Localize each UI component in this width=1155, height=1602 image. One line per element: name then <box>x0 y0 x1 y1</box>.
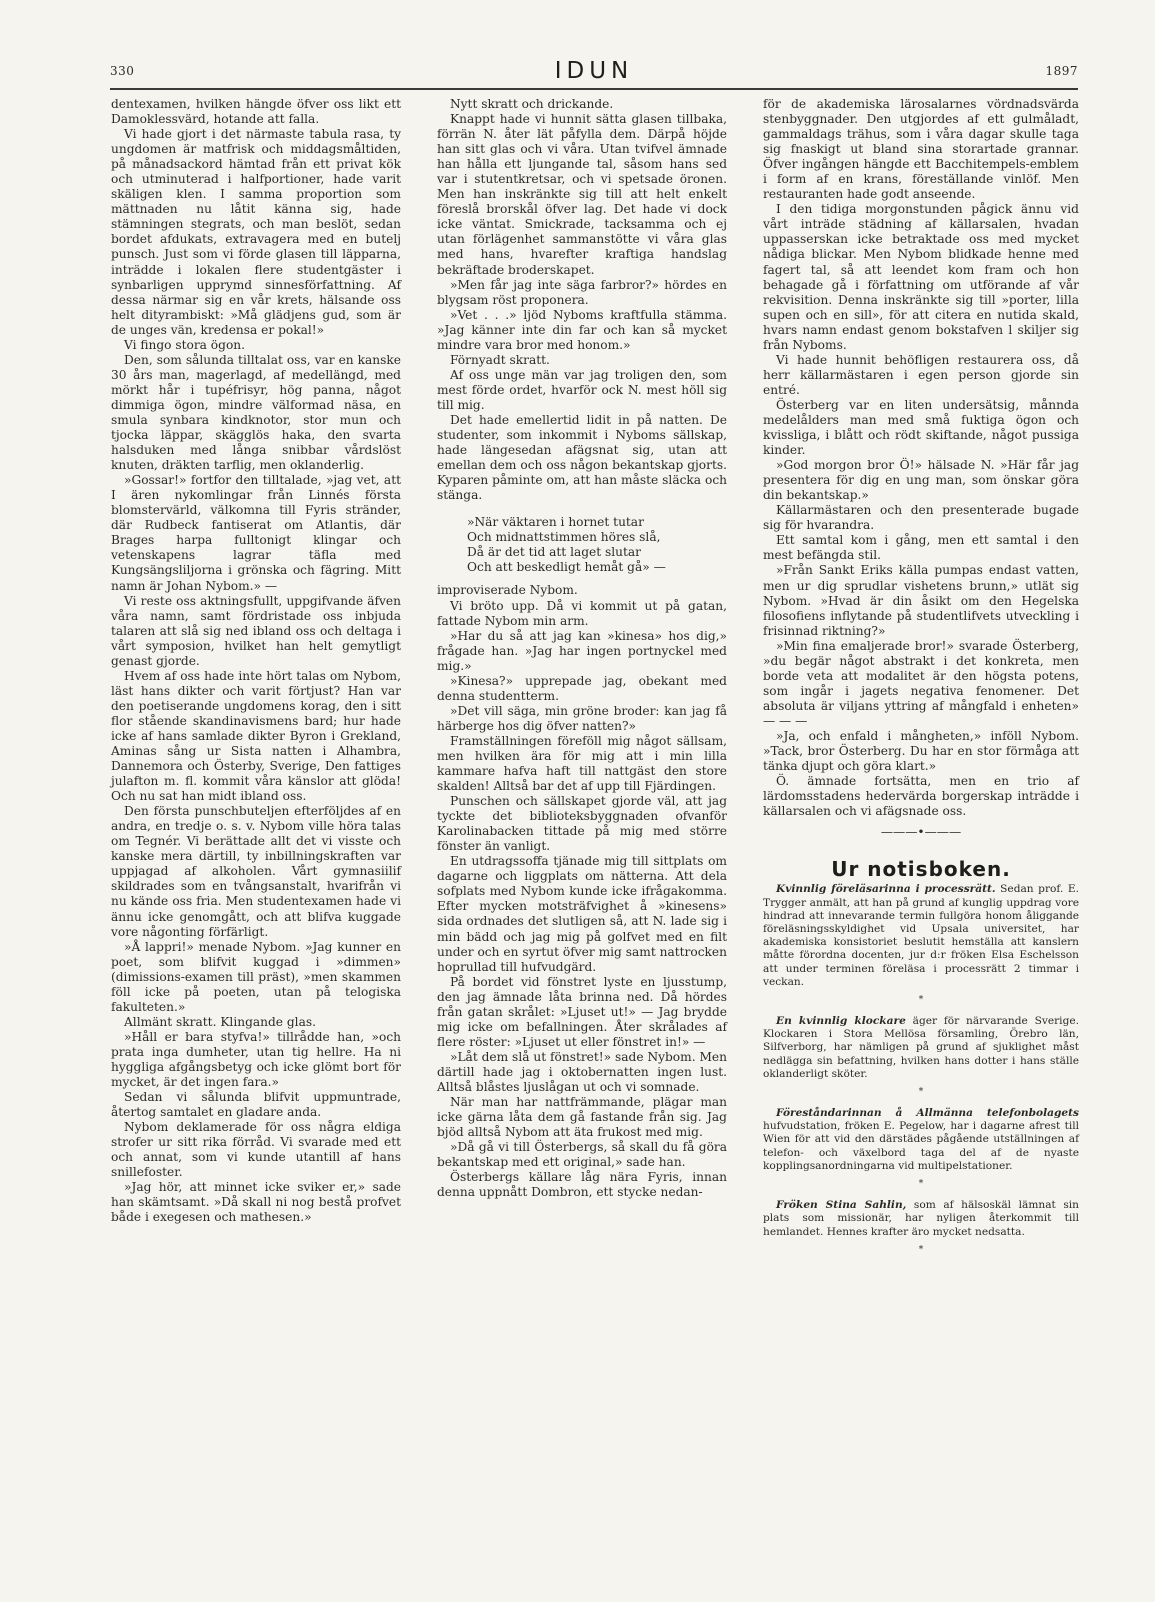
paragraph: »Kinesa?» upprepade jag, obekant med denna studentterm. <box>437 673 727 703</box>
notis-heading: Fröken Stina Sahlin, <box>776 1199 907 1212</box>
notis-item <box>763 1199 1079 1239</box>
asterisk-divider: * <box>918 1087 924 1098</box>
paragraph: Ö. ämnade fortsätta, men en trio af lärdomsstadens hedervärda borgerskap inträdde i källarsalen och vi afägsnade oss. <box>763 774 1079 819</box>
paragraph: Källarmästaren och den presenterade bugade sig för hvarandra. <box>763 503 1079 533</box>
paragraph: Österbergs källare låg nära Fyris, innan denna uppnått Dombron, ett stycke nedan- <box>437 1170 727 1200</box>
paragraph: Sedan vi sålunda blifvit uppmuntrade, återtog samtalet en gladare anda. <box>111 1090 401 1120</box>
notis-body: som af hälsoskäl lämnat sin plats som missionär, har nyligen återkommit till hemlandet. Hennes krafter äro mycket nedsatta. <box>763 1199 1079 1238</box>
paragraph: dentexamen, hvilken hängde öfver oss likt ett Damoklessvärd, hotande att falla. <box>111 97 401 127</box>
paragraph: »Jag hör, att minnet icke sviker er,» sade han skämtsamt. »Då skall ni nog bestå profvet både i exegesen och mathesen.» <box>111 1180 401 1225</box>
verse-line: Och midnattstimmen höres slå, <box>467 530 661 545</box>
paragraph: »Min fina emaljerade bror!» svarade Österberg, »du begär något abstrakt i det konkreta, men borde veta att modalitet är den högsta potens, som ingår i jagets negativa fenomener. Det absoluta är viljans yttring af mångfald i enheten» — — — <box>763 638 1079 728</box>
paragraph: När man har nattfrämmande, plägar man icke gärna låta dem gå fastande från sig. Jag bjöd alltså Nybom att äta frukost med mig. <box>437 1095 727 1140</box>
asterisk-divider: * <box>918 1244 924 1255</box>
paragraph: »God morgon bror Ö!» hälsade N. »Här får jag presentera för dig en ung man, som önskar göra din bekantskap.» <box>763 458 1079 503</box>
paragraph: »Håll er bara styfva!» tillrådde han, »och prata inga dumheter, utan tig hellre. Ha ni hyggliga afgångsbetyg och icke glömt bort för mycket, är det ingen fara.» <box>111 1029 401 1090</box>
paragraph: Knappt hade vi hunnit sätta glasen tillbaka, förrän N. åter lät påfylla dem. Därpå höjde han sitt glas och vi våra. Utan tvifvel ämnade han hålla ett ljungande tal, såsom hans sed var i stutentkretsar, och vi spetsade öronen. Men han inskränkte sig till att helt enkelt föreslå brorskål öfver lag. Det hade vi dock icke väntat. Smickrade, tacksamma och ej utan förlägenhet sammanstötte vi våra glas med hans, hvarefter kraftiga handslag bekräftade broderskapet. <box>437 112 727 277</box>
paragraph: Nybom deklamerade för oss några eldiga strofer ur sitt rika förråd. Vi svarade med ett och annat, som vi kunde utantill af hans snillefoster. <box>111 1120 401 1180</box>
paragraph: »Har du så att jag kan »kinesa» hos dig,» frågade han. »Jag har ingen portnyckel med mig.» <box>437 628 727 673</box>
column-left <box>111 97 401 1226</box>
verse-line: »När väktaren i hornet tutar <box>467 515 644 530</box>
notis-item <box>763 1015 1079 1081</box>
notis-heading: En kvinnlig klockare <box>776 1015 906 1028</box>
notis-body: äger för närvarande Sverige. Klockaren i Stora Mellösa församling, Örebro län, Silfverborg, har nämligen på grund af sjuklighet måst nedlägga sin befattning, hvilken hans dotter i hans ställe oklanderligt sköter. <box>763 1015 1079 1080</box>
paragraph: Det hade emellertid lidit in på natten. De studenter, som inkommit i Nyboms sällskap, hade längesedan afägsnat sig, utan att emellan dem och oss någon bekantskap gjorts. Kyparen påminte om, att han måste släcka och stänga. <box>437 412 727 503</box>
paragraph: »Då gå vi till Österbergs, så skall du få göra bekantskap med ett original,» sade han. <box>437 1140 727 1170</box>
paragraph: »Det vill säga, min gröne broder: kan jag få härberge hos dig öfver natten?» <box>437 703 727 733</box>
paragraph: »Gossar!» fortfor den tilltalade, »jag vet, att I ären nykomlingar från Linnés första blomstervärld, välkomna till Fyris stränder, där Rudbeck fantiserat om Atlantis, där Brages harpa fulltonigt klingar och vetenskapens lagrar täfla med Kungsängsliljorna i grönska och fägring. Mitt namn är Johan Nybom.» — <box>111 473 401 593</box>
notis-item <box>763 883 1079 989</box>
notis-item <box>763 1107 1079 1173</box>
paragraph: En utdragssoffa tjänade mig till sittplats om dagarne och liggplats om nätterna. Att dela sofplats med Nybom kunde icke ifrågakomma. Efter mycken motsträfvighet å »kinesens» sida ordnades det slutligen så, att N. lade sig i min bädd och jag mig på golfvet med en filt under och en syrtut öfver mig samt nattrocken hoprullad till hufvudgärd. <box>437 854 727 974</box>
page-year: 1897 <box>1045 64 1078 78</box>
paragraph: På bordet vid fönstret lyste en ljusstump, den jag ämnade låta brinna ned. Då hördes från gatan skrålet: »Ljuset ut!» — Jag brydde mig icke om befallningen. Åter skrålades af flere röster: »Ljuset ut eller fönstret in!» — <box>437 974 727 1049</box>
verse-line: Då är det tid att laget slutar <box>467 545 642 560</box>
asterisk-divider: * <box>918 994 924 1005</box>
poem-verse <box>437 515 727 575</box>
column-middle <box>437 97 727 1200</box>
verse-line: Och att beskedligt hemåt gå» — <box>467 560 666 575</box>
notis-section-title: Ur notisboken. <box>831 857 1011 882</box>
paragraph: Den första punschbuteljen efterföljdes af en andra, en tredje o. s. v. Nybom ville höra talas om Tegnér. Vi berättade allt det vi visste och kanske mera därtill, ty inbillningskraften var uppjagad af alkoholen. Vårt gymnasiilif skildrades som en tvångsanstalt, hvarifrån vi nu kände oss fria. Men studentexamen hade vi ännu icke genomgått, och att blifva kuggade vore någonting förfärligt. <box>111 804 401 939</box>
paragraph: Österberg var en liten undersätsig, månnda medelålders man med små fuktiga ögon och kvissliga, i blått och rödt skiftande, något pussiga kinder. <box>763 397 1079 458</box>
paragraph: Förnyadt skratt. <box>450 352 550 367</box>
paragraph: Hvem af oss hade inte hört talas om Nybom, läst hans dikter och varit förtjust? Han var den poetiserande ungdomens korag, den i sitt flor stående skandinavismens bard; hur hade icke af hans samlade dikter Byron i Grekland, Aminas sång ur Sista natten i Alhambra, Dannemora och Österby, Sverige, Den fattiges julafton m. fl. kommit våra känslor att glöda! Och nu sat han midt ibland oss. <box>111 668 401 804</box>
paragraph: Vi reste oss aktningsfullt, uppgifvande äfven våra namn, samt fördristade oss inbjuda talaren att slå sig ned ibland oss och deltaga i vårt symposion, hvilket han helt gemytligt genast gjorde. <box>111 593 401 668</box>
paragraph: Vi fingo stora ögon. <box>124 337 246 352</box>
paragraph: »Från Sankt Eriks källa pumpas endast vatten, men ur dig sprudlar vishetens brunn,» utlät sig Nybom. »Hvad är din åsikt om den Hegelska filosofiens inflytande på studentlifvets utveckling i frisinnad riktning?» <box>763 563 1079 638</box>
paragraph: Nytt skratt och drickande. <box>450 97 614 111</box>
paragraph: Punschen och sällskapet gjorde väl, att jag tyckte det biblioteksbyggnaden ofvanför Karolinabacken tittade på mig med större fönster än vanligt. <box>437 794 727 854</box>
asterisk-divider: * <box>918 1179 924 1190</box>
paragraph: Framställningen föreföll mig något sällsam, men hvilken ära för mig att i min lilla kammare hafva haft till nattgäst den store skalden! Alltså bar det af upp till Fjärdingen. <box>437 733 727 794</box>
paragraph: »Men får jag inte säga farbror?» hördes en blygsam röst proponera. <box>437 277 727 307</box>
paragraph: I den tidiga morgonstunden pågick ännu vid vårt inträde städning af källarsalen, hvadan uppasserskan icke betraktade oss med mycket nådiga blickar. Men Nybom blidkade henne med fagert tal, så att leendet kom fram och hon behagade gå i författning om utförande af vår rekvisition. Denna inskränkte sig till »porter, lilla supen och en sill», för att citera en nutida skald, hvars namn endast genom bokstafven l skiljer sig från Nyboms. <box>763 202 1079 352</box>
paragraph: för de akademiska lärosalarnes vördnadsvärda stenbyggnader. Den utgjordes af ett gulmåladt, gammaldags trähus, som i våra dagar skulle taga sig fnaskigt ut bland sina storartade grannar. Öfver ingången hängde ett Bacchitempels-emblem i form af en krans, föreställande vinlöf. Men restauranten hade godt anseende. <box>763 97 1079 202</box>
notis-heading: Föreståndarinnan å Allmänna telefonbolagets <box>776 1107 1079 1120</box>
notis-body: Sedan prof. E. Trygger anmält, att han på grund af kunglig uppdrag vore hindrad att innevarande termin fullgöra honom åliggande föreläsningsskyldighet vid Upsala universitet, har akademiska konsistoriet beslutit hemställa att kanslern måtte förordna docenten, jur d:r fröken Elsa Eschelsson att under terminen föreläsa i processrätt 2 timmar i veckan. <box>763 883 1079 988</box>
paragraph: »Ja, och enfald i mångheten,» inföll Nybom. »Tack, bror Österberg. Du har en stor förmåga att tänka djupt och göra klart.» <box>763 728 1079 774</box>
header-rule <box>110 88 1078 90</box>
paragraph: improviserade Nybom. <box>437 583 578 598</box>
notis-heading: Kvinnlig föreläsarinna i processrätt. <box>776 883 996 896</box>
paragraph: Vi hade hunnit behöfligen restaurera oss, då herr källarmästaren i egen person gjorde sin entré. <box>763 352 1079 397</box>
paragraph: »Låt dem slå ut fönstret!» sade Nybom. Men därtill hade jag i oktobernatten ingen lust. Alltså blåstes ljuslågan ut och vi somnade. <box>437 1049 727 1094</box>
paragraph: Vi hade gjort i det närmaste tabula rasa, ty ungdomen är matfrisk och middagsmåltiden, på månadsackord hämtad från ett privat kök och utminuterad i halfportioner, hade varit skäligen klen. I samma proportion som mättnaden nu låtit känna sig, hade stämningen stegrats, och man beslöt, sedan bordet afdukats, extravagera med en butelj punsch. Just som vi förde glasen till läpparna, inträdde i lokalen flere studentgäster i synbarligen upprymd sinnesförfattning. Af dessa närmar sig en vår krets, hälsande oss helt dityrambiskt: »Må glädjens gud, som är de unges vän, kredensa er pokal!» <box>111 127 401 337</box>
page-number: 330 <box>110 64 135 78</box>
column-right <box>763 97 1079 1265</box>
paragraph: Den, som sålunda tilltalat oss, var en kanske 30 års man, magerlagd, af medellängd, med mörkt hår i tupéfrisyr, hög panna, något dimmiga ögon, mindre välformad näsa, en smula synbara kindknotor, stor mun och tjocka läppar, skägglös haka, den svarta halsduken med långa snibbar vårdslöst knuten, dräkten tarflig, men oklanderlig. <box>111 352 401 473</box>
page-header <box>110 58 1078 84</box>
section-divider: ———•——— <box>880 825 962 840</box>
paragraph: »Å lappri!» menade Nybom. »Jag kunner en poet, som blifvit kuggad i »dimmen» (dimissions-examen till präst), »men skammen föll icke på poeten, utan på telogiska fakulteten.» <box>111 939 401 1014</box>
notis-body: hufvudstation, fröken E. Pegelow, har i dagarne afrest till Wien för att vid den därstädes pågående utställningen af telefon- och växelbord taga del af de nyaste kopplingsanordningarna vid multipelstationer. <box>763 1120 1079 1172</box>
paragraph: Ett samtal kom i gång, men ett samtal i den mest befängda stil. <box>763 533 1079 563</box>
paragraph: Allmänt skratt. Klingande glas. <box>124 1014 316 1029</box>
paragraph: Af oss unge män var jag troligen den, som mest förde ordet, hvarför ock N. mest höll sig till mig. <box>437 367 727 412</box>
paragraph: Vi bröto upp. Då vi kommit ut på gatan, fattade Nybom min arm. <box>437 598 727 628</box>
masthead-title: IDUN <box>554 58 634 84</box>
paragraph: »Vet . . .» ljöd Nyboms kraftfulla stämma. »Jag känner inte din far och kan så mycket mindre vara bror med honom.» <box>437 307 727 352</box>
